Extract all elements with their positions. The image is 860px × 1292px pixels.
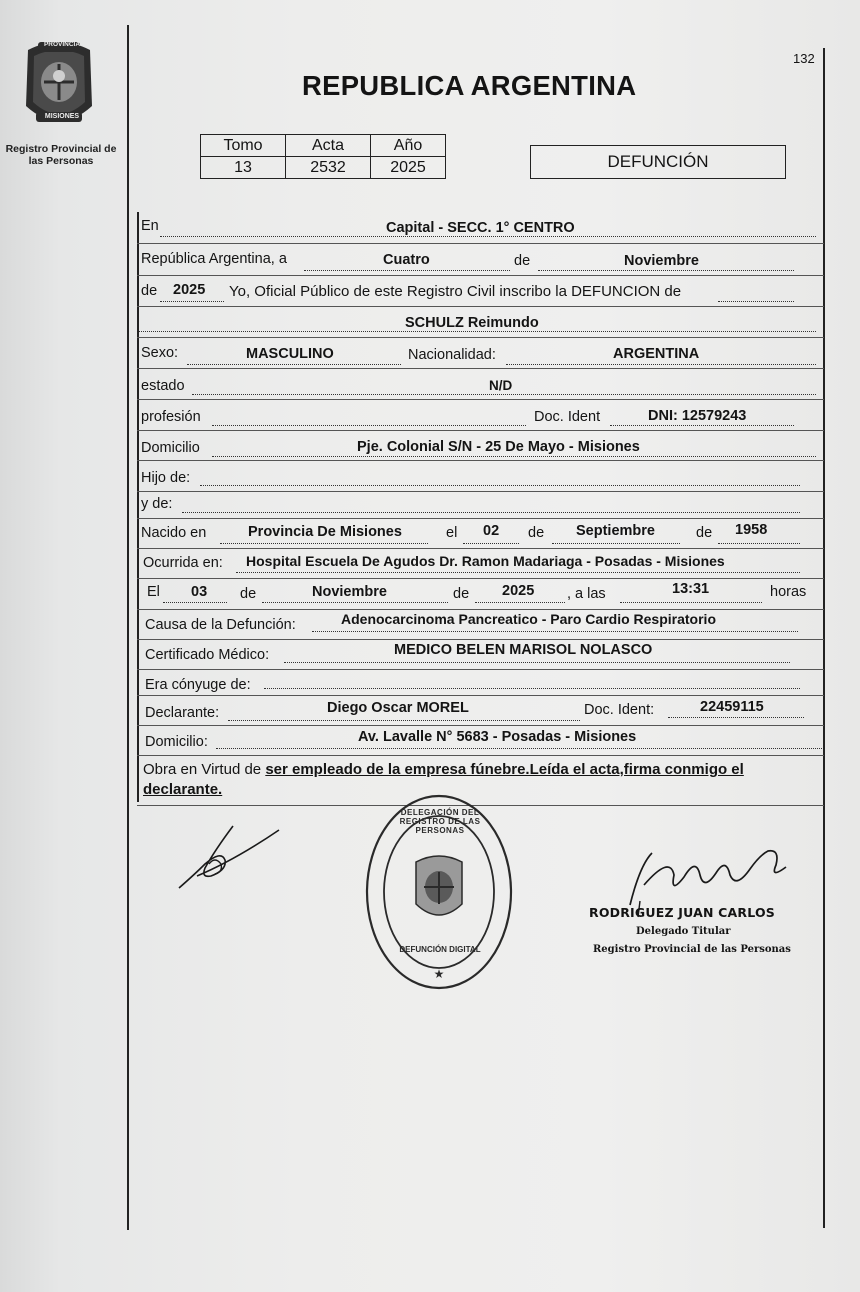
fill-line	[163, 602, 227, 603]
fill-line	[264, 688, 800, 689]
fill-line	[220, 543, 428, 544]
tomo-value: 13	[201, 157, 286, 179]
right-margin-rule	[823, 48, 825, 1228]
seal-inner-text: DEFUNCIÓN DIGITAL	[399, 945, 481, 954]
death-de1: de	[240, 586, 257, 602]
row-rule	[137, 578, 824, 579]
signatory-office: Registro Provincial de las Personas	[593, 944, 791, 955]
estado-label: estado	[141, 378, 185, 394]
row-rule	[137, 725, 824, 726]
signatory-role: Delegado Titular	[636, 926, 731, 937]
fill-line	[610, 425, 794, 426]
fill-line	[228, 720, 580, 721]
fill-line	[212, 456, 816, 457]
fill-line	[236, 572, 800, 573]
logo-text-bottom: MISIONES	[44, 113, 80, 120]
republica-label: República Argentina, a	[141, 251, 287, 267]
fill-line	[463, 543, 519, 544]
estado-value: N/D	[489, 378, 513, 393]
fill-line	[718, 543, 800, 544]
horas-label: horas	[770, 584, 807, 600]
row-rule	[137, 430, 824, 431]
fill-line	[160, 301, 224, 302]
fill-line	[312, 631, 798, 632]
fill-line	[212, 425, 526, 426]
nacido-value: Provincia De Misiones	[248, 524, 402, 540]
row-rule	[137, 639, 824, 640]
domicilio-value: Pje. Colonial S/N - 25 De Mayo - Misiones	[357, 439, 640, 455]
fill-line	[552, 543, 680, 544]
fill-line	[216, 748, 822, 749]
signatory-name: RODRIGUEZ JUAN CARLOS	[589, 905, 775, 920]
causa-value: Adenocarcinoma Pancreatico - Paro Cardio Respiratorio	[341, 611, 716, 627]
deceased-name: SCHULZ Reimundo	[405, 315, 539, 331]
domicilio2-label: Domicilio:	[145, 734, 208, 750]
row-rule	[137, 491, 824, 492]
acta-header: Acta	[286, 135, 371, 157]
nacionalidad-value: ARGENTINA	[613, 346, 700, 362]
row-rule	[137, 609, 824, 610]
row-rule	[137, 669, 824, 670]
record-number-table	[200, 134, 446, 179]
nacido-label: Nacido en	[141, 525, 207, 541]
row-rule	[137, 243, 824, 244]
fill-line	[192, 394, 816, 395]
declarante-value: Diego Oscar MOREL	[327, 700, 469, 716]
profesion-label: profesión	[141, 409, 201, 425]
fill-line	[620, 602, 762, 603]
document-title: REPUBLICA ARGENTINA	[302, 70, 637, 101]
logo-caption	[0, 143, 122, 167]
decl-doc-value: 22459115	[700, 699, 764, 715]
ocurrida-value: Hospital Escuela De Agudos Dr. Ramon Madariaga - Posadas - Misiones	[246, 553, 725, 569]
year-prefix: de	[141, 283, 158, 299]
declarant-signature	[175, 820, 285, 900]
svg-text:★: ★	[433, 967, 445, 981]
declarante-label: Declarante:	[145, 705, 220, 721]
nacionalidad-label: Nacionalidad:	[408, 347, 496, 363]
decl-doc-label: Doc. Ident:	[584, 702, 655, 718]
row-rule	[137, 695, 824, 696]
page-number: 132	[793, 51, 815, 66]
logo-caption-line2: las Personas	[28, 155, 94, 167]
row-rule	[137, 337, 824, 338]
record-type-box: DEFUNCIÓN	[530, 145, 786, 179]
month-text: Noviembre	[624, 253, 699, 269]
tomo-header: Tomo	[201, 135, 286, 157]
seal-ring-text: DELEGACIÓN DEL REGISTRO DE LAS PERSONAS	[399, 808, 481, 835]
fill-line	[139, 331, 816, 332]
obra-label: Obra en Virtud de	[143, 761, 262, 778]
row-rule	[137, 306, 824, 307]
birth-de1: de	[528, 525, 545, 541]
anio-value: 2025	[371, 157, 446, 179]
fill-line	[160, 236, 816, 237]
fill-line	[668, 717, 804, 718]
obra-value: ser empleado de la empresa fúnebre.Leída el acta,firma conmigo el declarante.	[143, 761, 744, 798]
domicilio2-value: Av. Lavalle N° 5683 - Posadas - Misiones	[358, 729, 637, 745]
death-de2: de	[453, 586, 470, 602]
de-label: de	[514, 253, 531, 269]
year-value: 2025	[173, 282, 206, 298]
fill-line	[262, 602, 448, 603]
el2-label: El	[147, 584, 160, 600]
row-rule	[137, 368, 824, 369]
day-text: Cuatro	[383, 252, 430, 268]
death-day: 03	[191, 584, 208, 600]
fill-line	[475, 602, 565, 603]
el-label: el	[446, 525, 458, 541]
fill-line	[506, 364, 816, 365]
fill-line	[304, 270, 510, 271]
row-rule	[137, 460, 824, 461]
fill-line	[182, 512, 800, 513]
fill-line	[718, 301, 794, 302]
anio-header: Año	[371, 135, 446, 157]
en-value: Capital - SECC. 1° CENTRO	[386, 220, 575, 236]
causa-label: Causa de la Defunción:	[145, 617, 296, 633]
hijo-label: Hijo de:	[141, 470, 191, 486]
en-label: En	[141, 218, 159, 234]
death-time: 13:31	[672, 581, 710, 597]
acta-value: 2532	[286, 157, 371, 179]
doc-ident-value: DNI: 12579243	[648, 408, 747, 424]
death-month: Noviembre	[312, 584, 387, 600]
doc-ident-label: Doc. Ident	[534, 409, 601, 425]
row-rule	[137, 518, 824, 519]
birth-day: 02	[483, 523, 500, 539]
birth-de2: de	[696, 525, 713, 541]
row-rule	[137, 755, 824, 756]
conyuge-label: Era cónyuge de:	[145, 677, 251, 693]
fill-line	[284, 662, 790, 663]
fill-line	[200, 485, 800, 486]
row-rule	[137, 275, 824, 276]
official-text: Yo, Oficial Público de este Registro Civil inscribo la DEFUNCION de	[229, 283, 682, 300]
fill-line	[538, 270, 794, 271]
alas-label: , a las	[567, 586, 606, 602]
logo-caption-line1: Registro Provincial de	[5, 143, 117, 155]
domicilio-label: Domicilio	[141, 440, 200, 456]
death-year: 2025	[502, 583, 535, 599]
row-rule	[137, 548, 824, 549]
row-rule	[137, 399, 824, 400]
yde-label: y de:	[141, 496, 173, 512]
sexo-value: MASCULINO	[246, 346, 334, 362]
fill-line	[187, 364, 401, 365]
birth-month: Septiembre	[576, 523, 655, 539]
sexo-label: Sexo:	[141, 345, 179, 361]
certificado-value: MEDICO BELEN MARISOL NOLASCO	[394, 642, 653, 658]
ocurrida-label: Ocurrida en:	[143, 555, 223, 571]
logo-text-top: PROVINCIA	[43, 41, 81, 48]
form-left-rule	[137, 212, 139, 802]
certificado-label: Certificado Médico:	[145, 647, 270, 663]
birth-year: 1958	[735, 522, 768, 538]
left-margin-rule	[127, 25, 129, 1230]
